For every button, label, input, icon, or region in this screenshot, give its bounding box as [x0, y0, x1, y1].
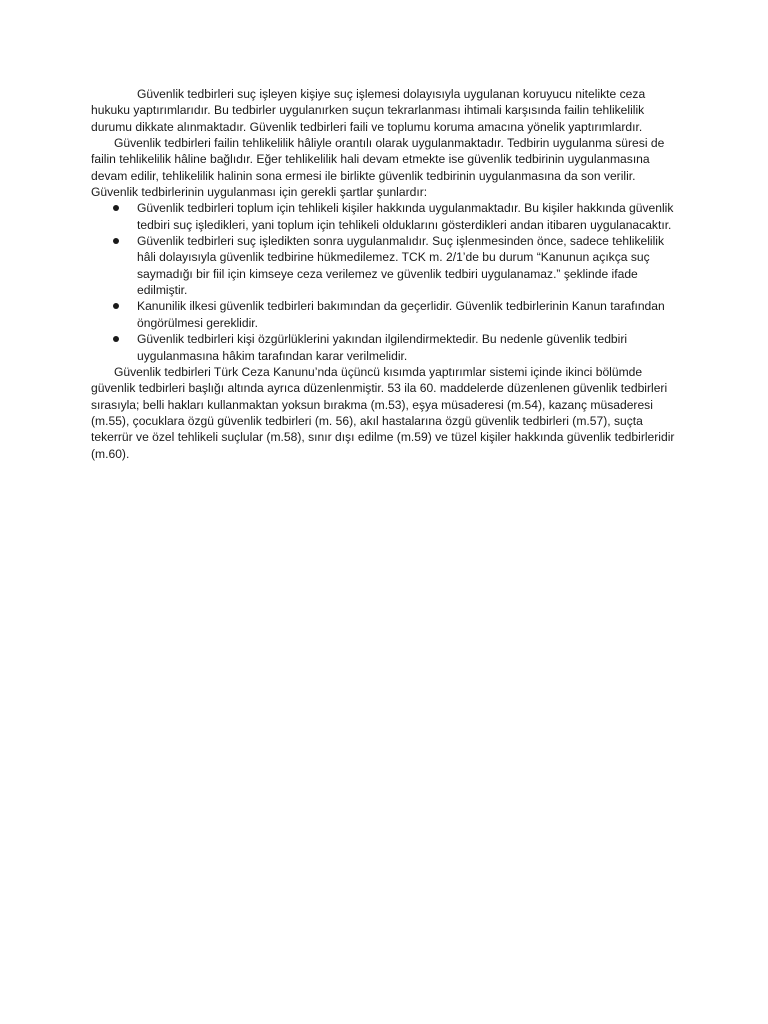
bullet-icon	[113, 336, 119, 342]
conditions-list	[91, 200, 677, 363]
list-item-text: Güvenlik tedbirleri suç işledikten sonra uygulanmalıdır. Suç işlenmesinden önce, sadece tehlikelilik hâli dolayısıyla güvenlik tedbirine hükmedilemez. TCK m. 2/1’de bu durum “Kanunun açıkça suç saymadığı bir fiil için kimseye ceza verilemez ve güvenlik tedbiri uygulanamaz.” şeklinde ifade edilmiştir.	[137, 234, 665, 298]
paragraph-proportionality: Güvenlik tedbirleri failin tehlikelilik hâliyle orantılı olarak uygulanmaktadır. Tedbirin uygulanma süresi de failin tehlikelilik hâline bağlıdır. Eğer tehlikelilik hali devam etmekte ise güvenlik tedbirinin uygulanmasına devam edilir, tehlikelilik halinin sona ermesi ile birlikte güvenlik tedbirinin uygulanmasına da son verilir. Güvenlik tedbirlerinin uygulanması için gerekli şartlar şunlardır:	[91, 136, 665, 200]
list-item	[91, 200, 677, 233]
list-item	[91, 298, 677, 331]
bullet-icon	[113, 205, 119, 211]
paragraph-intro: Güvenlik tedbirleri suç işleyen kişiye suç işlemesi dolayısıyla uygulanan koruyucu nitelikte ceza hukuku yaptırımlarıdır. Bu tedbirler uygulanırken suçun tekrarlanması ihtimali karşısında failin tehlikelilik durumu dikkate alınmaktadır. Güvenlik tedbirleri faili ve toplumu koruma amacına yönelik yaptırımlardır.	[91, 87, 646, 134]
list-item	[91, 233, 677, 298]
list-item-text: Güvenlik tedbirleri kişi özgürlüklerini yakından ilgilendirmektedir. Bu nedenle güvenlik tedbiri uygulanmasına hâkim tarafından karar verilmelidir.	[137, 332, 628, 363]
bullet-icon	[113, 238, 119, 244]
list-item-text: Kanunilik ilkesi güvenlik tedbirleri bakımından da geçerlidir. Güvenlik tedbirlerinin Kanun tarafından öngörülmesi gereklidir.	[137, 299, 665, 330]
document-page	[91, 86, 677, 462]
paragraph-tck-articles: Güvenlik tedbirleri Türk Ceza Kanunu’nda üçüncü kısımda yaptırımlar sistemi içinde ikinci bölümde güvenlik tedbirleri başlığı altında ayrıca düzenlenmiştir. 53 ila 60. maddelerde düzenlenen güvenlik tedbirleri sırasıyla; belli hakları kullanmaktan yoksun bırakma (m.53), eşya müsaderesi (m.54), kazanç müsaderesi (m.55), çocuklara özgü güvenlik tedbirleri (m. 56), akıl hastalarına özgü güvenlik tedbirleri (m.57), suçta tekerrür ve özel tehlikeli suçlular (m.58), sınır dışı edilme (m.59) ve tüzel kişiler hakkında güvenlik tedbirleridir (m.60).	[91, 364, 675, 461]
list-item-text: Güvenlik tedbirleri toplum için tehlikeli kişiler hakkında uygulanmaktadır. Bu kişiler hakkında güvenlik tedbiri suç işledikleri, yani toplum için tehlikeli olduklarını gösterdikleri andan itibaren uygulanacaktır.	[137, 201, 674, 232]
bullet-icon	[113, 303, 119, 309]
list-item	[91, 331, 677, 364]
